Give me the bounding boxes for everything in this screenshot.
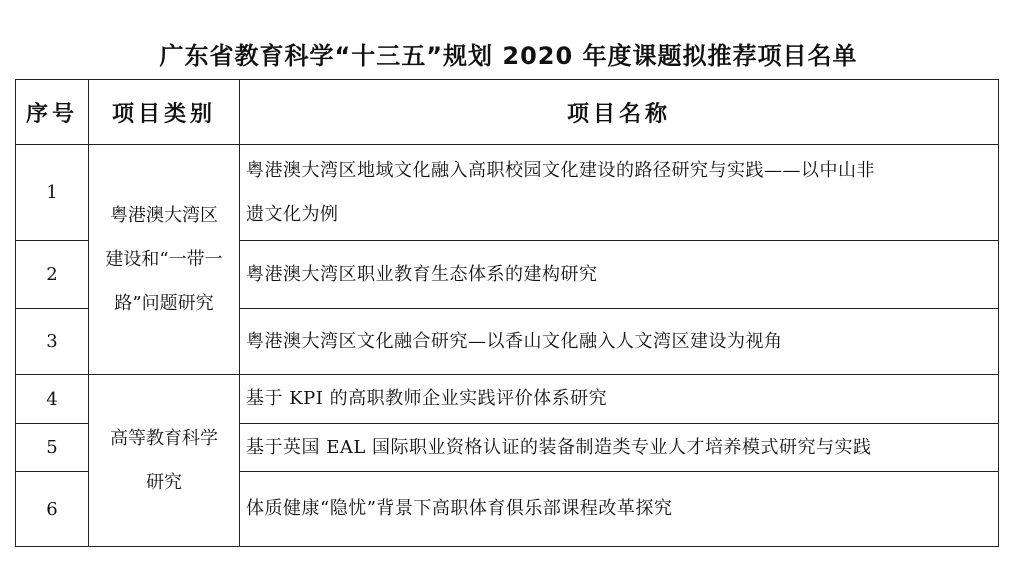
project-name-cell — [240, 241, 999, 309]
project-name-line: 体质健康“隐忧”背景下高职体育俱乐部课程改革探究 — [246, 498, 673, 519]
table-header-row — [16, 80, 999, 145]
category-cell — [89, 375, 240, 547]
project-name-cell — [240, 472, 999, 547]
row-index: 6 — [16, 472, 89, 547]
row-index: 4 — [16, 375, 89, 424]
category-line: 建设和“一带一 — [105, 248, 223, 270]
project-table — [15, 79, 999, 547]
category-line: 高等教育科学 — [110, 427, 218, 449]
header-category: 项目类别 — [89, 80, 240, 145]
table-row — [16, 145, 999, 241]
category-cell — [89, 145, 240, 375]
project-name-cell — [240, 145, 999, 241]
category-line: 研究 — [146, 471, 182, 493]
category-line: 粤港澳大湾区 — [110, 204, 218, 226]
row-index: 1 — [16, 145, 89, 241]
project-name-line: 遗文化为例 — [246, 203, 339, 225]
category-line: 路”问题研究 — [114, 292, 214, 314]
project-name-line: 基于 KPI 的高职教师企业实践评价体系研究 — [246, 388, 608, 409]
project-name-line: 粤港澳大湾区文化融合研究—以香山文化融入人文湾区建设为视角 — [246, 330, 783, 352]
row-index: 5 — [16, 424, 89, 472]
document-title: 广东省教育科学“十三五”规划 2020 年度课题拟推荐项目名单 — [159, 42, 858, 70]
row-index: 3 — [16, 309, 89, 375]
table-row — [16, 375, 999, 424]
project-name-cell — [240, 424, 999, 472]
header-project-name: 项目名称 — [240, 80, 999, 145]
project-name-line: 粤港澳大湾区地域文化融入高职校园文化建设的路径研究与实践——以中山非 — [246, 159, 875, 181]
project-name-cell — [240, 309, 999, 375]
row-index: 2 — [16, 241, 89, 309]
project-name-line: 基于英国 EAL 国际职业资格认证的装备制造类专业人才培养模式研究与实践 — [246, 436, 872, 458]
project-name-line: 粤港澳大湾区职业教育生态体系的建构研究 — [246, 263, 598, 285]
header-index: 序号 — [16, 80, 89, 145]
project-name-cell — [240, 375, 999, 424]
